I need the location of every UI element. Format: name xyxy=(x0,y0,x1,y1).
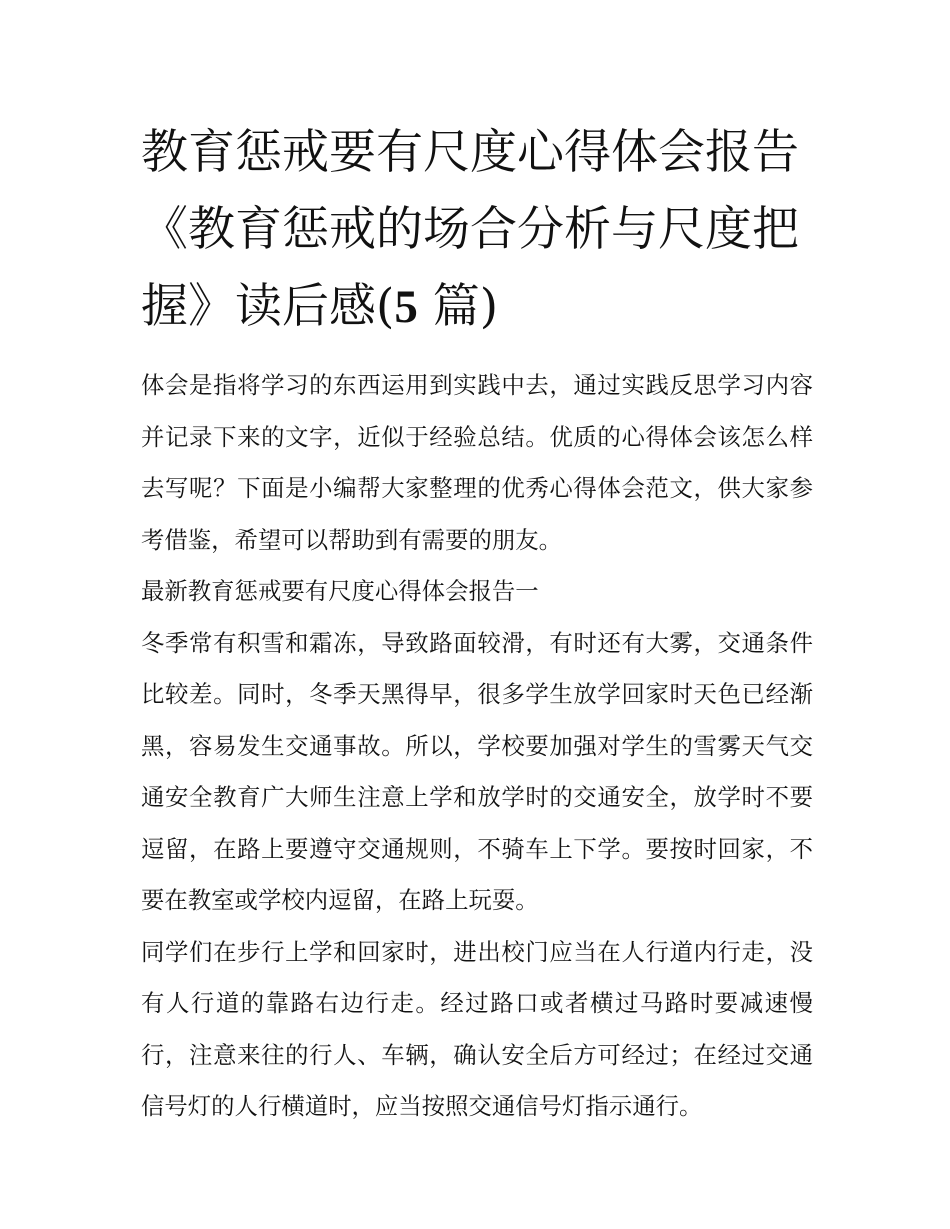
title-text-main: 教育惩戒要有尺度心得体会报告 《教育惩戒的场合分析与尺度把握》读后感( xyxy=(141,125,799,334)
title-text-end: 篇) xyxy=(417,279,499,334)
body-paragraph: 同学们在步行上学和回家时，进出校门应当在人行道内行走，没有人行道的靠路右边行走。经过路口或者横过马路时要减速慢行，注意来往的行人、车辆，确认安全后方可经过；在经过交通信号灯的人行横道时，应当按照交通信号灯指示通行。 xyxy=(141,937,813,1120)
intro-paragraph: 体会是指将学习的东西运用到实践中去，通过实践反思学习内容并记录下来的文字，近似于经验总结。优质的心得体会该怎么样去写呢？下面是小编帮大家整理的优秀心得体会范文，供大家参考借鉴，希望可以帮助到有需要的朋友。 xyxy=(141,371,813,554)
body-paragraph: 冬季常有积雪和霜冻，导致路面较滑，有时还有大雾，交通条件比较差。同时，冬季天黑得早，很多学生放学回家时天色已经渐黑，容易发生交通事故。所以，学校要加强对学生的雪雾天气交通安全教育广大师生注意上学和放学时的交通安全，放学时不要逗留，在路上要遵守交通规则，不骑车上下学。要按时回家，不要在教室或学校内逗留，在路上玩耍。 xyxy=(141,628,813,914)
section-heading: 最新教育惩戒要有尺度心得体会报告一 xyxy=(141,577,539,605)
document-body xyxy=(141,114,813,1133)
document-title xyxy=(141,114,813,346)
title-article-count: 5 xyxy=(394,281,418,333)
